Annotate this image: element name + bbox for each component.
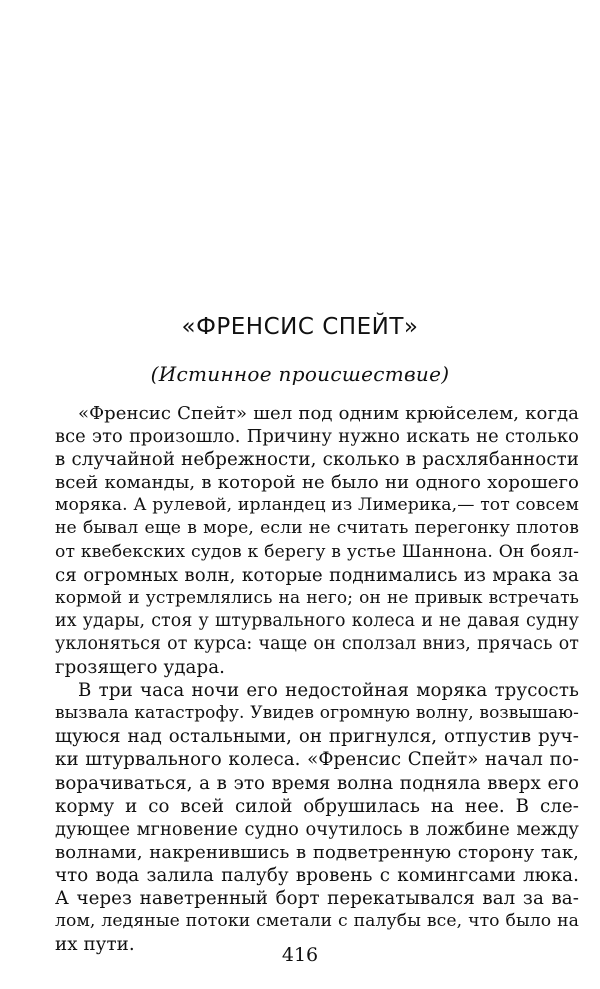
text-line: их пути.: [55, 934, 135, 956]
text-line: не бывал еще в море, если не считать перегонку плотов: [55, 518, 579, 539]
body-text: [55, 402, 579, 956]
text-line: от квебекских судов к берегу в устье Шаннона. Он боял-: [55, 541, 579, 562]
text-line: все это произошло. Причину нужно искать не столько: [55, 426, 579, 448]
text-line: что вода залила палубу вровень с комингсами люка.: [55, 864, 579, 886]
paragraph-1: [55, 402, 579, 679]
text-line: ки штурвального колеса. «Френсис Спейт» начал по-: [55, 749, 579, 771]
text-line: ворачиваться, а в это время волна подняла вверх его: [55, 772, 579, 794]
text-line: моряка. А рулевой, ирландец из Лимерика,— тот совсем: [55, 495, 579, 516]
text-line: вызвала катастрофу. Увидев огромную волну, возвышаю-: [55, 703, 579, 724]
text-line: уклоняться от курса: чаще он сползал вниз, прячась от: [55, 633, 579, 654]
text-line: грозящего удара.: [55, 657, 226, 679]
text-line: корму и со всей силой обрушилась на нее. В сле-: [55, 795, 579, 817]
text-line: их удары, стоя у штурвального колеса и не давая судну: [55, 610, 579, 631]
chapter-subtitle: (Истинное происшествие): [150, 362, 450, 386]
page-number: 416: [281, 944, 319, 966]
text-line: лом, ледяные потоки сметали с палубы все, что было на: [55, 911, 579, 932]
text-line: дующее мгновение судно очутилось в ложбине между: [55, 818, 579, 840]
text-line: «Френсис Спейт» шел под одним крюйселем, когда: [78, 403, 579, 424]
text-line: кормой и устремлялись на него; он не привык встречать: [55, 587, 579, 608]
paragraph-2: [55, 679, 579, 956]
text-line: щуюся над остальными, он пригнулся, отпустив руч-: [55, 726, 579, 748]
text-line: А через наветренный борт перекатывался вал за ва-: [55, 887, 579, 909]
text-line: В три часа ночи его недостойная моряка трусость: [78, 680, 579, 702]
text-line: ся огромных волн, которые поднимались из мрака за: [55, 564, 579, 586]
chapter-title: «ФРЕНСИС СПЕЙТ»: [181, 314, 419, 340]
text-line: всей команды, в которой не было ни одного хорошего: [55, 472, 579, 494]
text-line: в случайной небрежности, сколько в расхлябанности: [55, 449, 579, 471]
text-line: волнами, накренившись в подветренную сторону так,: [55, 841, 579, 863]
